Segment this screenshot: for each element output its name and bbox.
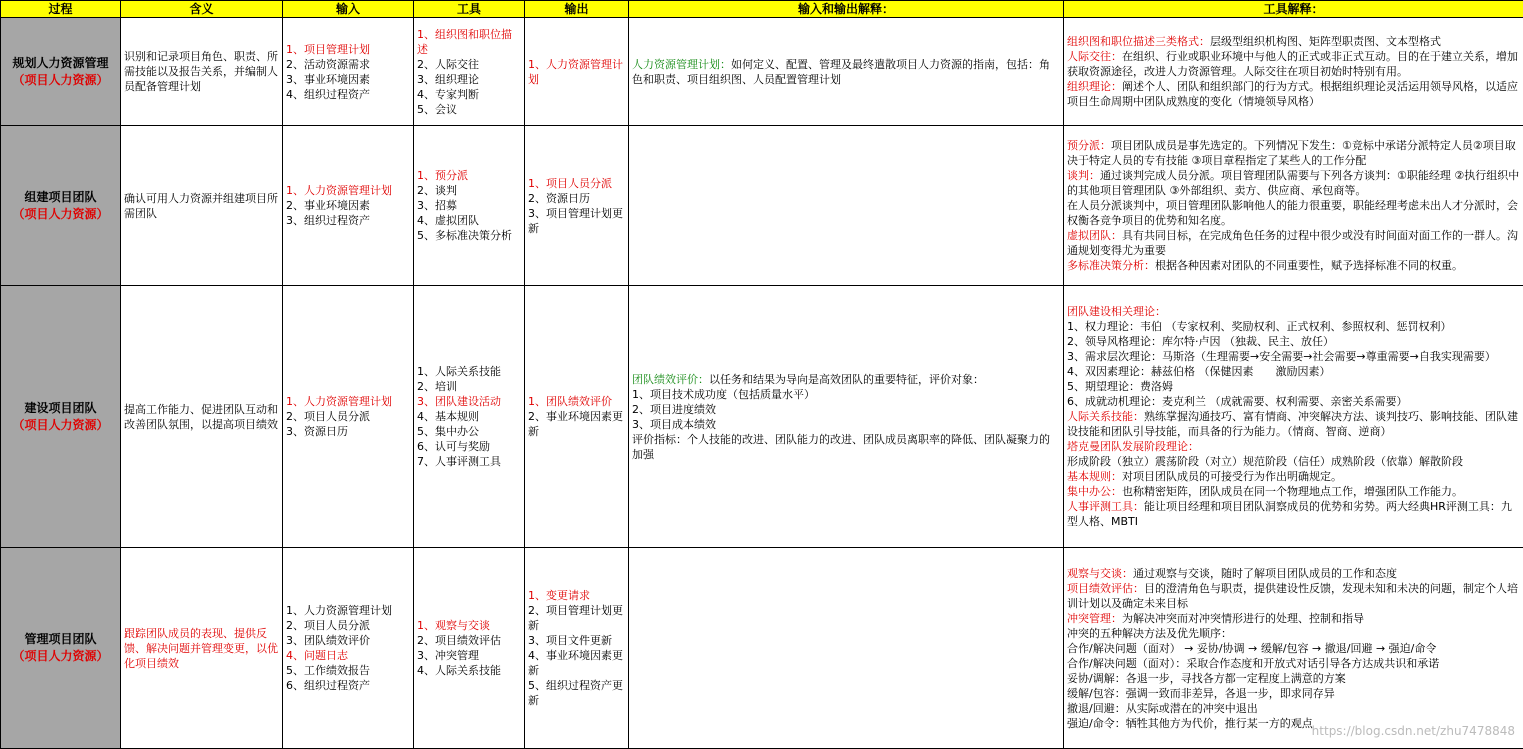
tools-cell-line: 4、基本规则 xyxy=(417,409,521,424)
tool-explain-cell-key: 冲突管理： xyxy=(1067,612,1122,625)
process-cell xyxy=(1,286,121,548)
outputs-cell-line: 2、资源日历 xyxy=(528,191,625,206)
tool-explain-cell-text: 目的澄清角色与职责，提供建设性反馈，发现未知和未决的问题，制定个人培训计划以及确定未来目标 xyxy=(1067,582,1518,610)
inputs-cell xyxy=(283,18,414,126)
tool-explain-cell-entry xyxy=(1067,701,1520,716)
header-inputs: 输入 xyxy=(283,1,414,18)
outputs-cell xyxy=(525,18,629,126)
meaning-cell xyxy=(121,126,283,286)
outputs-cell-line: 4、事业环境因素更新 xyxy=(528,648,625,678)
tool-explain-cell-entry xyxy=(1067,379,1520,394)
header-meaning: 含义 xyxy=(121,1,283,18)
tool-explain-cell-entry xyxy=(1067,34,1520,49)
io-explain-cell-key: 人力资源管理计划： xyxy=(632,58,731,71)
tools-cell-line: 3、组织理论 xyxy=(417,72,521,87)
tools-cell-line: 3、团队建设活动 xyxy=(417,394,521,409)
inputs-cell-line: 3、资源日历 xyxy=(286,424,410,439)
tool-explain-cell-key: 谈判： xyxy=(1067,169,1100,182)
tools-cell-line: 1、人际关系技能 xyxy=(417,364,521,379)
tool-explain-cell-text: 项目团队成员是事先选定的。下列情况下发生：①竞标中承诺分派特定人员②项目取决于特定人员的专有技能 ③项目章程指定了某些人的工作分配 xyxy=(1067,139,1516,167)
tool-explain-cell-text: 通过观察与交谈，随时了解项目团队成员的工作和态度 xyxy=(1133,567,1397,580)
tools-cell-line: 5、会议 xyxy=(417,102,521,117)
tool-explain-cell-text: 也称精密矩阵，团队成员在同一个物理地点工作，增强团队工作能力。 xyxy=(1122,485,1463,498)
inputs-cell-line: 2、事业环境因素 xyxy=(286,198,410,213)
io-explain-cell xyxy=(629,548,1064,749)
io-explain-cell xyxy=(629,18,1064,126)
tool-explain-cell-text: 3、需求层次理论：马斯洛（生理需要→安全需要→社会需要→尊重需要→自我实现需要） xyxy=(1067,350,1496,363)
tool-explain-cell-text: 在人员分派谈判中，项目管理团队影响他人的能力很重要，职能经理考虑未出人才分派时，会权衡各竞争项目的优势和知名度。 xyxy=(1067,199,1518,227)
tools-cell xyxy=(414,286,525,548)
tool-explain-cell-entry xyxy=(1067,469,1520,484)
outputs-cell xyxy=(525,548,629,749)
tools-cell-line: 2、项目绩效评估 xyxy=(417,633,521,648)
outputs-cell-line: 1、项目人员分派 xyxy=(528,176,625,191)
tool-explain-cell-key: 集中办公： xyxy=(1067,485,1122,498)
tool-explain-cell-entry xyxy=(1067,304,1520,319)
tool-explain-cell-entry xyxy=(1067,499,1520,529)
tool-explain-cell-text: 强迫/命令：牺牲其他方为代价，推行某一方的观点 xyxy=(1067,717,1313,730)
tools-cell-line: 5、多标准决策分析 xyxy=(417,228,521,243)
inputs-cell xyxy=(283,286,414,548)
tools-cell-line: 4、虚拟团队 xyxy=(417,213,521,228)
inputs-cell-line: 1、项目管理计划 xyxy=(286,42,410,57)
tools-cell-line: 5、集中办公 xyxy=(417,424,521,439)
io-explain-cell-text: 2、项目进度绩效 xyxy=(632,403,716,416)
tool-explain-cell-key: 组织理论： xyxy=(1067,80,1122,93)
tool-explain-cell-key: 人际关系技能： xyxy=(1067,410,1144,423)
process-cell xyxy=(1,18,121,126)
inputs-cell-line: 4、问题日志 xyxy=(286,648,410,663)
tool-explain-cell xyxy=(1064,18,1523,126)
tool-explain-cell-entry xyxy=(1067,79,1520,109)
header-process: 过程 xyxy=(1,1,121,18)
tools-cell-line: 2、谈判 xyxy=(417,183,521,198)
process-name: 建设项目团队 xyxy=(4,400,117,417)
tool-explain-cell xyxy=(1064,286,1523,548)
inputs-cell-line: 2、活动资源需求 xyxy=(286,57,410,72)
meaning-cell-line: 提高工作能力、促进团队互动和改善团队氛围，以提高项目绩效 xyxy=(124,402,279,432)
tool-explain-cell-entry xyxy=(1067,228,1520,258)
io-explain-cell-entry xyxy=(632,387,1060,402)
io-explain-cell-key: 团队绩效评价： xyxy=(632,373,709,386)
tool-explain-cell-entry xyxy=(1067,581,1520,611)
process-area: （项目人力资源） xyxy=(4,72,117,89)
io-explain-cell-entry xyxy=(632,57,1060,87)
tool-explain-cell-key: 塔克曼团队发展阶段理论： xyxy=(1067,440,1199,453)
header-io-explain: 输入和输出解释： xyxy=(629,1,1064,18)
process-cell xyxy=(1,548,121,749)
meaning-cell xyxy=(121,286,283,548)
meaning-cell-line: 跟踪团队成员的表现、提供反馈、解决问题并管理变更，以优化项目绩效 xyxy=(124,626,279,671)
tool-explain-cell-entry xyxy=(1067,641,1520,656)
tool-explain-cell-entry xyxy=(1067,258,1520,273)
tool-explain-cell-text: 冲突的五种解决方法及优先顺序： xyxy=(1067,627,1232,640)
header-outputs: 输出 xyxy=(525,1,629,18)
tool-explain-cell-text: 5、期望理论：费洛姆 xyxy=(1067,380,1173,393)
tool-explain-cell-key: 项目绩效评估： xyxy=(1067,582,1144,595)
tools-cell-line: 3、招募 xyxy=(417,198,521,213)
tool-explain-cell-text: 合作/解决问题（面对） → 妥协/协调 → 缓解/包容 → 撤退/回避 → 强迫/命令 xyxy=(1067,642,1436,655)
watermark: https://blog.csdn.net/zhu7478848 xyxy=(1312,724,1515,738)
tool-explain-cell-entry xyxy=(1067,198,1520,228)
tool-explain-cell-entry xyxy=(1067,394,1520,409)
tool-explain-cell-text: 6、成就动机理论：麦克利兰 （成就需要、权利需要、亲密关系需要） xyxy=(1067,395,1408,408)
outputs-cell xyxy=(525,286,629,548)
tool-explain-cell-text: 通过谈判完成人员分派。项目管理团队需要与下列各方谈判：①职能经理 ②执行组织中的其他项目管理团队 ③外部组织、卖方、供应商、承包商等。 xyxy=(1067,169,1519,197)
inputs-cell-line: 3、组织过程资产 xyxy=(286,213,410,228)
tool-explain-cell-text: 缓解/包容：强调一致而非差异，各退一步，即求同存异 xyxy=(1067,687,1335,700)
tool-explain-cell-text: 阐述个人、团队和组织部门的行为方式。根据组织理论灵活运用领导风格，以适应项目生命周期中团队成熟度的变化（情境领导风格） xyxy=(1067,80,1518,108)
tool-explain-cell-entry xyxy=(1067,364,1520,379)
tool-explain-cell-entry xyxy=(1067,671,1520,686)
tool-explain-cell-entry xyxy=(1067,349,1520,364)
tool-explain-cell-entry xyxy=(1067,566,1520,581)
process-area: （项目人力资源） xyxy=(4,206,117,223)
table-row xyxy=(1,548,1523,749)
tool-explain-cell-entry xyxy=(1067,656,1520,671)
io-explain-cell-text: 1、项目技术成功度（包括质量水平） xyxy=(632,388,815,401)
tool-explain-cell xyxy=(1064,548,1523,749)
header-tools: 工具 xyxy=(414,1,525,18)
tools-cell xyxy=(414,548,525,749)
outputs-cell-line: 3、项目文件更新 xyxy=(528,633,625,648)
tool-explain-cell-key: 观察与交谈： xyxy=(1067,567,1133,580)
tool-explain-cell-entry xyxy=(1067,454,1520,469)
meaning-cell xyxy=(121,18,283,126)
tool-explain-cell-text: 形成阶段（独立）震荡阶段（对立）规范阶段（信任）成熟阶段（依靠）解散阶段 xyxy=(1067,455,1463,468)
tool-explain-cell-key: 团队建设相关理论： xyxy=(1067,305,1166,318)
tool-explain-cell-text: 撤退/回避：从实际或潜在的冲突中退出 xyxy=(1067,702,1258,715)
tool-explain-cell-entry xyxy=(1067,138,1520,168)
tools-cell-line: 1、组织图和职位描述 xyxy=(417,27,521,57)
meaning-cell xyxy=(121,548,283,749)
process-area: （项目人力资源） xyxy=(4,417,117,434)
header-tool-explain: 工具解释： xyxy=(1064,1,1523,18)
header-row xyxy=(1,1,1523,18)
tools-cell-line: 3、冲突管理 xyxy=(417,648,521,663)
tool-explain-cell-text: 对项目团队成员的可接受行为作出明确规定。 xyxy=(1122,470,1342,483)
tools-cell-line: 4、专家判断 xyxy=(417,87,521,102)
inputs-cell-line: 3、团队绩效评价 xyxy=(286,633,410,648)
tool-explain-cell-text: 妥协/调解：各退一步，寻找各方都一定程度上满意的方案 xyxy=(1067,672,1346,685)
tool-explain-cell-key: 人际交往： xyxy=(1067,50,1122,63)
process-cell xyxy=(1,126,121,286)
io-explain-cell-text: 3、项目成本绩效 xyxy=(632,418,716,431)
outputs-cell-line: 2、事业环境因素更新 xyxy=(528,409,625,439)
process-area: （项目人力资源） xyxy=(4,648,117,665)
tool-explain-cell-text: 层级型组织机构图、矩阵型职责图、文本型格式 xyxy=(1210,35,1441,48)
tool-explain-cell-text: 为解决冲突而对冲突情形进行的处理、控制和指导 xyxy=(1122,612,1364,625)
inputs-cell-line: 1、人力资源管理计划 xyxy=(286,394,410,409)
tool-explain-cell-text: 具有共同目标，在完成角色任务的过程中很少或没有时间面对面工作的一群人。沟通规划变得尤为重要 xyxy=(1067,229,1518,257)
inputs-cell-line: 2、项目人员分派 xyxy=(286,618,410,633)
process-name: 管理项目团队 xyxy=(4,631,117,648)
tool-explain-cell-key: 组织图和职位描述三类格式： xyxy=(1067,35,1210,48)
io-explain-cell-entry xyxy=(632,372,1060,387)
tools-cell-line: 7、人事评测工具 xyxy=(417,454,521,469)
inputs-cell xyxy=(283,548,414,749)
tool-explain-cell-text: 2、领导风格理论：库尔特·卢因 （独裁、民主、放任） xyxy=(1067,335,1334,348)
inputs-cell-line: 1、人力资源管理计划 xyxy=(286,603,410,618)
tool-explain-cell-text: 1、权力理论：韦伯 （专家权利、奖励权利、正式权利、参照权利、惩罚权利） xyxy=(1067,320,1452,333)
tool-explain-cell-key: 基本规则： xyxy=(1067,470,1122,483)
io-explain-cell-text: 如何定义、配置、管理及最终遣散项目人力资源的指南，包括：角色和职责、项目组织图、人员配置管理计划 xyxy=(632,58,1050,86)
tool-explain-cell-text: 能让项目经理和项目团队洞察成员的优势和劣势。两大经典HR评测工具：九型人格、MBTI xyxy=(1067,500,1512,528)
outputs-cell-line: 1、团队绩效评价 xyxy=(528,394,625,409)
outputs-cell xyxy=(525,126,629,286)
tool-explain-cell-text: 4、双因素理论：赫兹伯格 （保健因素 激励因素） xyxy=(1067,365,1331,378)
meaning-cell-line: 识别和记录项目角色、职责、所需技能以及报告关系，并编制人员配备管理计划 xyxy=(124,49,279,94)
tools-cell-line: 1、预分派 xyxy=(417,168,521,183)
tools-cell-line: 2、培训 xyxy=(417,379,521,394)
inputs-cell-line: 6、组织过程资产 xyxy=(286,678,410,693)
process-name: 规划人力资源管理 xyxy=(4,55,117,72)
tool-explain-cell-entry xyxy=(1067,334,1520,349)
table-row xyxy=(1,18,1523,126)
io-explain-cell-entry xyxy=(632,432,1060,462)
tool-explain-cell-key: 人事评测工具： xyxy=(1067,500,1144,513)
tool-explain-cell-entry xyxy=(1067,49,1520,79)
inputs-cell-line: 2、项目人员分派 xyxy=(286,409,410,424)
table-row xyxy=(1,286,1523,548)
inputs-cell xyxy=(283,126,414,286)
io-explain-cell-text: 以任务和结果为导向是高效团队的重要特征，评价对象： xyxy=(709,373,984,386)
tool-explain-cell-entry xyxy=(1067,484,1520,499)
io-explain-cell xyxy=(629,286,1064,548)
tool-explain-cell-text: 熟练掌握沟通技巧、富有情商、冲突解决方法、谈判技巧、影响技能、团队建设技能和团队引导技能，而具备的行为能力。（情商、智商、逆商） xyxy=(1067,410,1518,438)
tool-explain-cell-entry xyxy=(1067,611,1520,626)
tools-cell xyxy=(414,126,525,286)
tool-explain-cell xyxy=(1064,126,1523,286)
tool-explain-cell-text: 根据各种因素对团队的不同重要性，赋予选择标准不同的权重。 xyxy=(1155,259,1463,272)
tool-explain-cell-key: 虚拟团队： xyxy=(1067,229,1122,242)
io-explain-cell-text: 评价指标：个人技能的改进、团队能力的改进、团队成员离职率的降低、团队凝聚力的加强 xyxy=(632,433,1050,461)
inputs-cell-line: 4、组织过程资产 xyxy=(286,87,410,102)
tool-explain-cell-entry xyxy=(1067,626,1520,641)
tool-explain-cell-entry xyxy=(1067,319,1520,334)
tool-explain-cell-entry xyxy=(1067,686,1520,701)
tools-cell-line: 2、人际交往 xyxy=(417,57,521,72)
tools-cell-line: 4、人际关系技能 xyxy=(417,663,521,678)
tool-explain-cell-key: 预分派： xyxy=(1067,139,1111,152)
outputs-cell-line: 2、项目管理计划更新 xyxy=(528,603,625,633)
io-explain-cell-entry xyxy=(632,417,1060,432)
table-row xyxy=(1,126,1523,286)
tool-explain-cell-entry xyxy=(1067,168,1520,198)
inputs-cell-line: 5、工作绩效报告 xyxy=(286,663,410,678)
tool-explain-cell-entry xyxy=(1067,409,1520,439)
tool-explain-cell-text: 合作/解决问题（面对）：采取合作态度和开放式对话引导各方达成共识和承诺 xyxy=(1067,657,1439,670)
tool-explain-cell-entry xyxy=(1067,439,1520,454)
tools-cell-line: 6、认可与奖励 xyxy=(417,439,521,454)
tool-explain-cell-text: 在组织、行业或职业环境中与他人的正式或非正式互动。目的在于建立关系，增加获取资源途径，改进人力资源管理。人际交往在项目初始时特别有用。 xyxy=(1067,50,1518,78)
outputs-cell-line: 1、人力资源管理计划 xyxy=(528,57,625,87)
tools-cell xyxy=(414,18,525,126)
tools-cell-line: 1、观察与交谈 xyxy=(417,618,521,633)
io-explain-cell xyxy=(629,126,1064,286)
inputs-cell-line: 3、事业环境因素 xyxy=(286,72,410,87)
io-explain-cell-entry xyxy=(632,402,1060,417)
outputs-cell-line: 5、组织过程资产更新 xyxy=(528,678,625,708)
outputs-cell-line: 1、变更请求 xyxy=(528,588,625,603)
process-name: 组建项目团队 xyxy=(4,189,117,206)
outputs-cell-line: 3、项目管理计划更新 xyxy=(528,206,625,236)
meaning-cell-line: 确认可用人力资源并组建项目所需团队 xyxy=(124,191,279,221)
tool-explain-cell-key: 多标准决策分析： xyxy=(1067,259,1155,272)
inputs-cell-line: 1、人力资源管理计划 xyxy=(286,183,410,198)
